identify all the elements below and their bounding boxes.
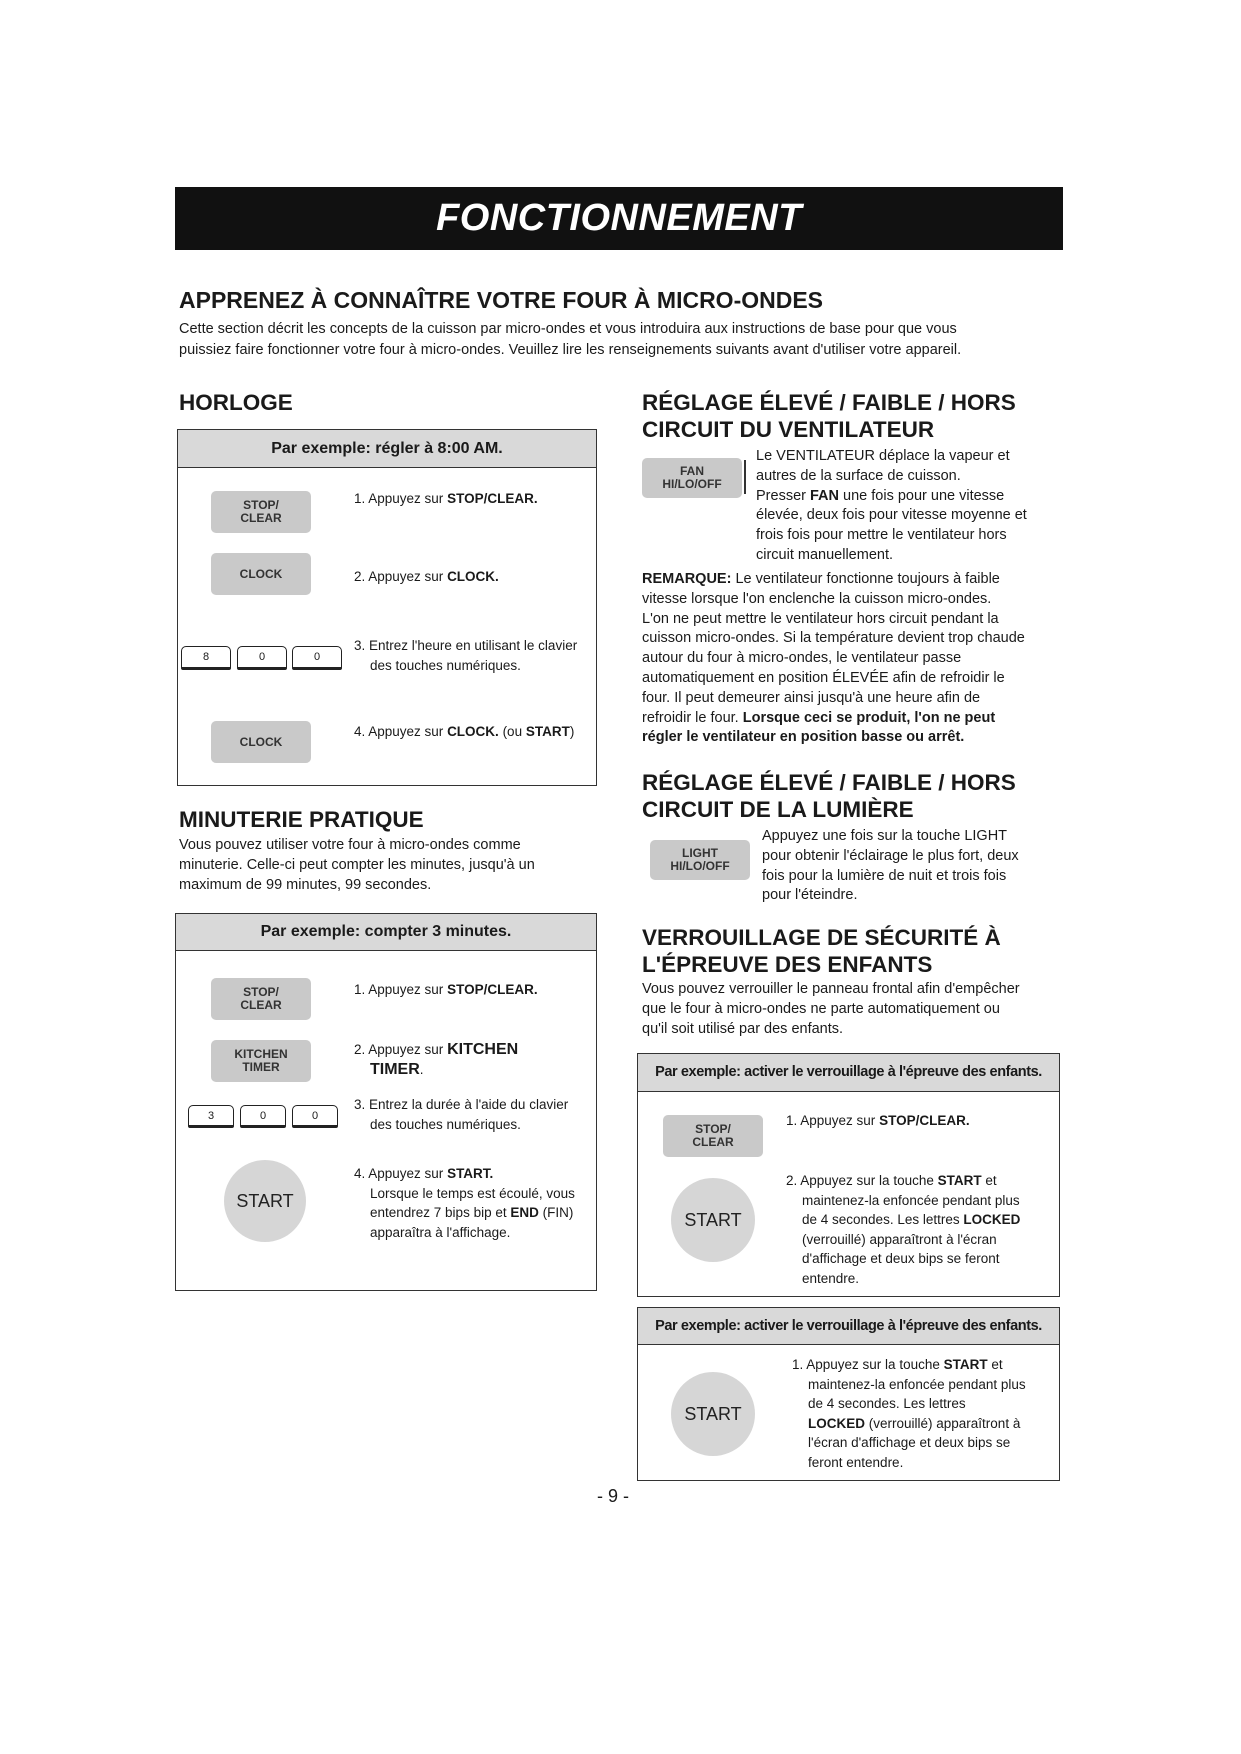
para-line: Vous pouvez utiliser votre four à micro-ondes comme <box>179 837 521 853</box>
title-line: RÉGLAGE ÉLEVÉ / FAIBLE / HORS <box>642 770 1016 795</box>
step-text: 4. Appuyez sur <box>354 1166 448 1181</box>
intro-line: puissiez faire fonctionner votre four à micro-ondes. Veuillez lire les renseignements suivants avant d'utiliser votre appareil. <box>179 342 962 358</box>
key-label: FAN HI/LO/OFF <box>662 464 722 491</box>
step-text: 1. Appuyez sur <box>354 491 448 506</box>
step-bold: START <box>943 1357 988 1372</box>
minuterie-step-4 <box>354 1164 575 1242</box>
title-line: L'ÉPREUVE DES ENFANTS <box>642 952 933 977</box>
intro-paragraph <box>179 319 961 361</box>
para-bold: FAN <box>810 487 839 504</box>
key-label: CLOCK <box>239 566 283 581</box>
para-bold: Lorsque ceci se produit, l'on ne peut <box>742 709 996 726</box>
step-text: apparaîtra à l'affichage. <box>370 1224 511 1240</box>
step-text: maintenez-la enfoncée pendant plus <box>802 1192 1020 1208</box>
step-text: et <box>981 1173 997 1188</box>
verrouillage-unlock-step-1 <box>792 1355 1026 1472</box>
para-line: autour du four à micro-ondes, le ventilateur passe <box>642 650 962 667</box>
step-text: Lorsque le temps est écoulé, vous <box>370 1185 575 1201</box>
ventilateur-description <box>756 447 1027 566</box>
step-text: de 4 secondes. Les lettres <box>802 1212 964 1227</box>
para-text: refroidir le four. <box>642 709 743 726</box>
step-text: de 4 secondes. Les lettres <box>808 1396 966 1411</box>
key-label: CLOCK <box>239 734 283 749</box>
para-line: pour l'éteindre. <box>762 887 858 904</box>
fan-hi-lo-off-key <box>642 458 742 498</box>
step-bold: START. <box>447 1166 494 1181</box>
key-label: LIGHT HI/LO/OFF <box>670 846 730 873</box>
step-text: (ou <box>498 724 526 739</box>
digit-key-8: 8 <box>181 646 231 670</box>
digit-key-3: 3 <box>188 1105 234 1128</box>
key-divider <box>744 460 746 494</box>
step-text: (FIN) <box>538 1205 574 1220</box>
step-text: 1. Appuyez sur <box>354 982 448 997</box>
minuterie-step-1 <box>354 980 538 1000</box>
step-bold: KITCHEN <box>447 1041 519 1058</box>
title-line: CIRCUIT DE LA LUMIÈRE <box>642 797 914 822</box>
ventilateur-title <box>642 389 1016 443</box>
minuterie-paragraph <box>179 836 535 895</box>
para-line: vitesse lorsque l'on enclenche la cuisson micro-ondes. <box>642 590 992 607</box>
step-text: . <box>419 1061 424 1077</box>
para-line: Vous pouvez verrouiller le panneau frontal afin d'empêcher <box>642 981 1020 997</box>
para-line: frois fois pour mettre le ventilateur hors <box>756 527 1007 544</box>
step-bold: STOP/CLEAR. <box>447 982 538 997</box>
step-bold: STOP/CLEAR. <box>879 1113 970 1128</box>
step-text: 3. Entrez l'heure en utilisant le clavier <box>354 638 578 653</box>
verrouillage-step-1 <box>786 1111 970 1131</box>
minuterie-title: MINUTERIE PRATIQUE <box>179 807 424 832</box>
start-key: START <box>224 1160 306 1242</box>
clock-key <box>211 553 311 595</box>
step-text: d'affichage et deux bips se feront <box>802 1251 1000 1266</box>
minuterie-example-header: Par exemple: compter 3 minutes. <box>176 914 596 951</box>
digit-key-0: 0 <box>292 646 342 670</box>
stop-clear-key <box>663 1115 763 1157</box>
minuterie-step-2 <box>354 1040 518 1079</box>
key-label: STOP/ CLEAR <box>692 1122 734 1149</box>
page-number: - 9 - <box>597 1486 630 1506</box>
title-line: RÉGLAGE ÉLEVÉ / FAIBLE / HORS <box>642 390 1016 415</box>
step-text: et <box>987 1357 1003 1372</box>
step-text: ) <box>569 724 575 739</box>
remarque-label: REMARQUE: <box>642 571 732 587</box>
light-hi-lo-off-key <box>650 840 750 880</box>
para-text: Presser <box>756 487 810 504</box>
horloge-step-1 <box>354 489 538 509</box>
para-text: Le ventilateur fonctionne toujours à faible <box>731 571 1000 587</box>
para-line: maximum de 99 minutes, 99 secondes. <box>179 876 432 893</box>
step-text: 1. Appuyez sur <box>786 1113 880 1128</box>
lumiere-title <box>642 769 1016 823</box>
step-bold: STOP/CLEAR. <box>447 491 538 506</box>
digit-key-0: 0 <box>292 1105 338 1128</box>
step-bold: CLOCK. <box>447 569 499 584</box>
step-text: 2. Appuyez sur <box>354 569 448 584</box>
para-text: une fois pour une vitesse <box>839 487 1005 504</box>
step-text: entendrez 7 bips bip et <box>370 1205 511 1220</box>
title-line: CIRCUIT DU VENTILATEUR <box>642 417 935 442</box>
step-text: maintenez-la enfoncée pendant plus <box>808 1376 1026 1392</box>
step-text: entendre. <box>802 1270 860 1286</box>
para-line: qu'il soit utilisé par des enfants. <box>642 1020 844 1037</box>
ventilateur-remarque <box>642 570 1025 748</box>
step-bold: LOCKED <box>808 1415 865 1431</box>
para-line: pour obtenir l'éclairage le plus fort, deux <box>762 847 1019 864</box>
kitchen-timer-key <box>211 1040 311 1082</box>
step-text: des touches numériques. <box>370 1116 521 1132</box>
stop-clear-key <box>211 978 311 1020</box>
para-line: four. Il peut demeurer ainsi jusqu'à une heure afin de <box>642 689 981 706</box>
horloge-title: HORLOGE <box>179 390 293 415</box>
para-line: L'on ne peut mettre le ventilateur hors circuit pendant la <box>642 610 999 627</box>
step-text: l'écran d'affichage et deux bips se <box>808 1435 1011 1450</box>
intro-title: APPRENEZ À CONNAÎTRE VOTRE FOUR À MICRO-ONDES <box>179 287 824 313</box>
step-bold: LOCKED <box>963 1212 1021 1227</box>
step-text: 4. Appuyez sur <box>354 724 448 739</box>
digit-key-0: 0 <box>240 1105 286 1128</box>
verrouillage-paragraph <box>642 980 1020 1039</box>
page-banner-title: FONCTIONNEMENT <box>175 187 1063 250</box>
step-bold: START <box>937 1173 982 1188</box>
key-label: STOP/ CLEAR <box>240 498 282 525</box>
para-line: autres de la surface de cuisson. <box>756 467 961 484</box>
key-label: STOP/ CLEAR <box>240 985 282 1012</box>
step-text: 3. Entrez la durée à l'aide du clavier <box>354 1097 569 1112</box>
clock-key <box>211 721 311 763</box>
digit-key-0: 0 <box>237 646 287 670</box>
para-bold: régler le ventilateur en position basse ou arrêt. <box>642 729 965 746</box>
step-bold: END <box>510 1205 539 1220</box>
para-line: circuit manuellement. <box>756 546 893 563</box>
para-line: automatiquement en position ÉLEVÉE afin de refroidir le <box>642 669 1005 686</box>
step-bold: CLOCK. <box>447 724 499 739</box>
verrouillage-example-header-1: Par exemple: activer le verrouillage à l'épreuve des enfants. <box>638 1054 1059 1092</box>
step-text: (verrouillé) apparaîtront à l'écran <box>802 1231 997 1247</box>
verrouillage-step-2 <box>786 1171 1020 1288</box>
para-line: Le VENTILATEUR déplace la vapeur et <box>756 448 1010 464</box>
step-text: 2. Appuyez sur la touche <box>786 1173 938 1188</box>
step-text: des touches numériques. <box>370 657 521 673</box>
para-line: élevée, deux fois pour vitesse moyenne et <box>756 507 1027 524</box>
verrouillage-example-header-2: Par exemple: activer le verrouillage à l'épreuve des enfants. <box>638 1308 1059 1345</box>
step-text: 2. Appuyez sur <box>354 1042 448 1057</box>
horloge-step-3 <box>354 636 577 675</box>
horloge-step-2 <box>354 567 499 587</box>
horloge-step-4 <box>354 722 574 742</box>
step-bold: TIMER <box>370 1060 420 1078</box>
start-key: START <box>671 1178 755 1262</box>
start-key: START <box>671 1372 755 1456</box>
step-bold: START <box>525 724 570 739</box>
stop-clear-key <box>211 491 311 533</box>
key-label: KITCHEN TIMER <box>234 1047 288 1074</box>
step-text: feront entendre. <box>808 1454 904 1470</box>
intro-line: Cette section décrit les concepts de la cuisson par micro-ondes et vous introduira aux instructions de base pour que vous <box>179 321 957 337</box>
horloge-example-header: Par exemple: régler à 8:00 AM. <box>178 430 596 468</box>
step-text: (verrouillé) apparaîtront à <box>865 1415 1021 1431</box>
para-line: Appuyez une fois sur la touche LIGHT <box>762 828 1008 844</box>
minuterie-step-3 <box>354 1095 568 1134</box>
title-line: VERROUILLAGE DE SÉCURITÉ À <box>642 925 1001 950</box>
para-line: cuisson micro-ondes. Si la température devient trop chaude <box>642 630 1025 647</box>
para-line: que le four à micro-ondes ne parte automatiquement ou <box>642 1000 1000 1017</box>
step-text: 1. Appuyez sur la touche <box>792 1357 944 1372</box>
para-line: fois pour la lumière de nuit et trois fois <box>762 867 1007 884</box>
verrouillage-title <box>642 924 1001 978</box>
lumiere-description <box>762 827 1019 906</box>
para-line: minuterie. Celle-ci peut compter les minutes, jusqu'à un <box>179 856 535 873</box>
